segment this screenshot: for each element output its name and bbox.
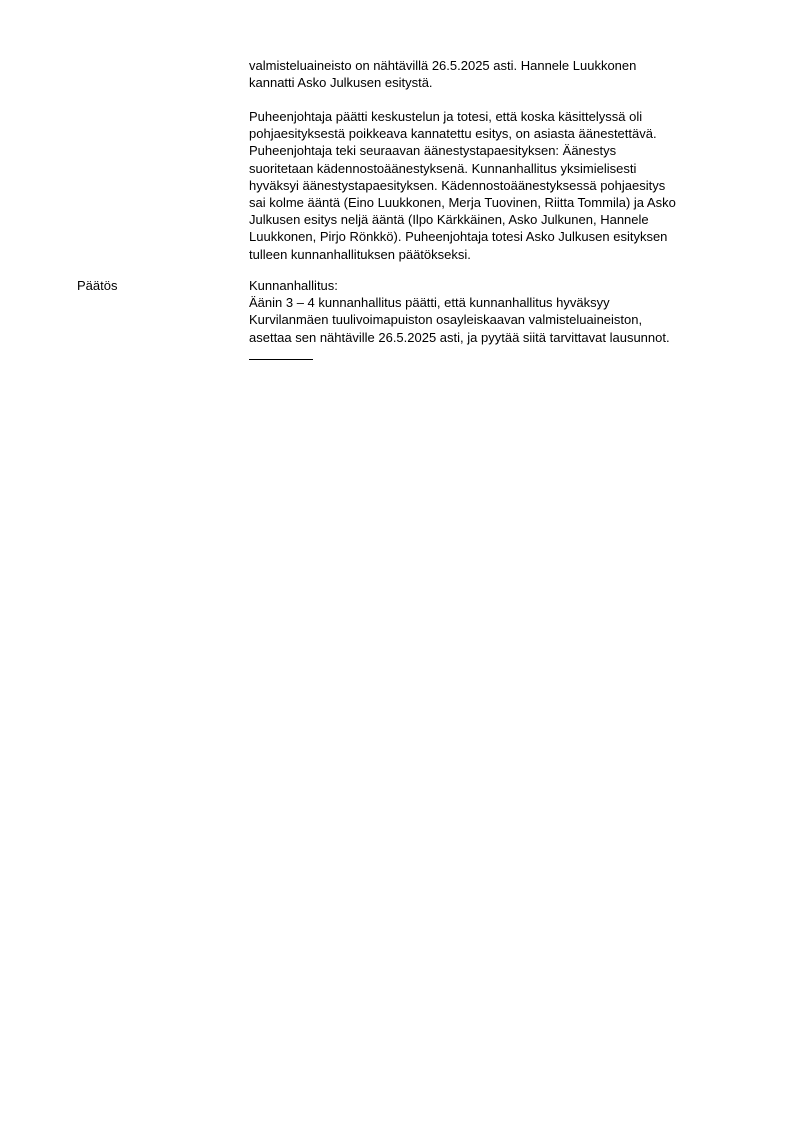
paragraph-line: hyväksyi äänestystapaesityksen. Kädennostoäänestyksessä pohjaesitys	[249, 177, 666, 193]
continued-paragraph	[249, 57, 749, 91]
decision-paragraph	[249, 277, 749, 346]
paragraph-line: asettaa sen nähtäville 26.5.2025 asti, ja pyytää siitä tarvittavat lausunnot.	[249, 329, 670, 345]
paragraph-line: Kurvilanmäen tuulivoimapuiston osayleiskaavan valmisteluaineiston,	[249, 312, 643, 328]
paragraph-line: kannatti Asko Julkusen esitystä.	[249, 75, 433, 91]
paragraph-line: valmisteluaineisto on nähtävillä 26.5.2025 asti. Hannele Luukkonen	[249, 58, 637, 73]
paragraph-line: Puheenjohtaja päätti keskustelun ja totesi, että koska käsittelyssä oli	[249, 109, 643, 124]
voting-paragraph	[249, 108, 749, 263]
paragraph-line: Luukkonen, Pirjo Rönkkö). Puheenjohtaja totesi Asko Julkusen esityksen	[249, 229, 668, 245]
paragraph-line: Julkusen esitys neljä ääntä (Ilpo Kärkkäinen, Asko Julkunen, Hannele	[249, 212, 649, 228]
paragraph-line: sai kolme ääntä (Eino Luukkonen, Merja Tuovinen, Riitta Tommila) ja Asko	[249, 194, 676, 210]
decision-label: Päätös	[77, 278, 118, 293]
paragraph-line: Äänin 3 – 4 kunnanhallitus päätti, että kunnanhallitus hyväksyy	[249, 295, 610, 311]
paragraph-line: tulleen kunnanhallituksen päätökseksi.	[249, 246, 471, 262]
paragraph-line: Puheenjohtaja teki seuraavan äänestystapaesityksen: Äänestys	[249, 143, 617, 159]
end-rule	[249, 359, 313, 360]
paragraph-line: suoritetaan kädennostoäänestyksenä. Kunnanhallitus yksimielisesti	[249, 160, 637, 176]
decision-heading: Kunnanhallitus:	[249, 278, 338, 293]
paragraph-line: pohjaesityksestä poikkeava kannatettu esitys, on asiasta äänestettävä.	[249, 126, 657, 142]
